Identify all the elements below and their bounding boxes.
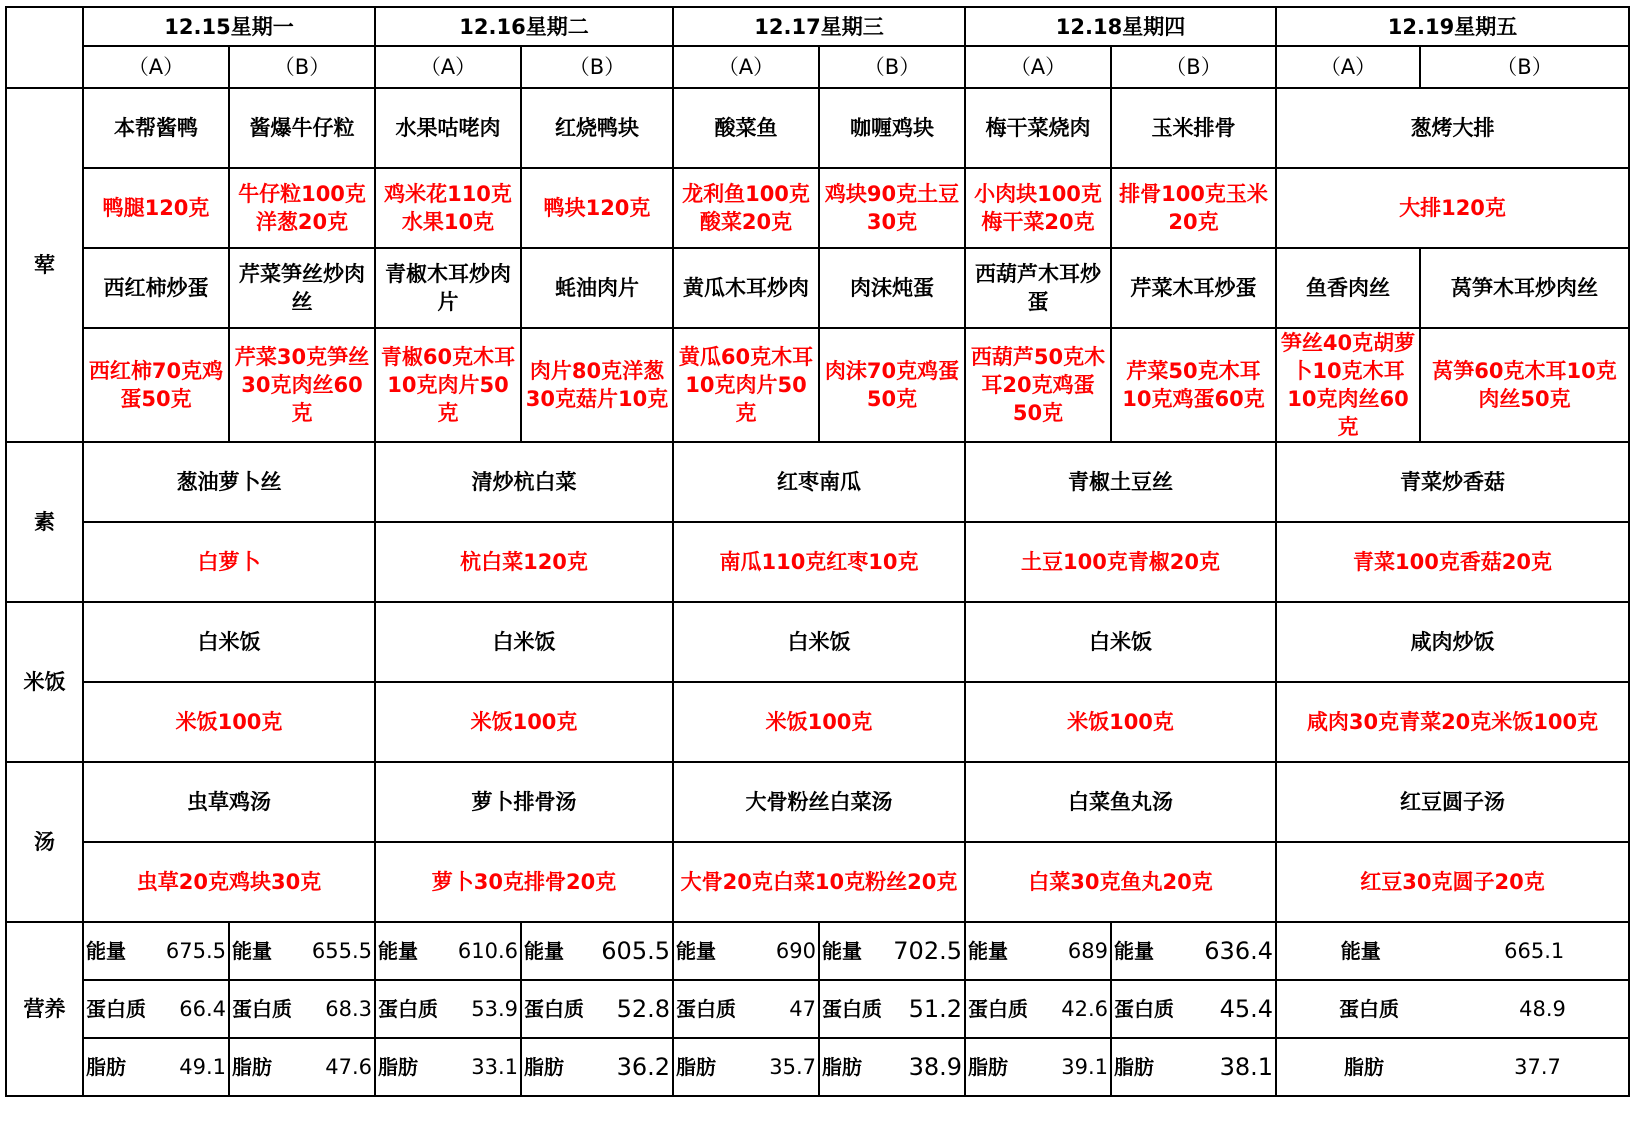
ingredient-cell: 鸡米花110克水果10克: [375, 168, 521, 248]
nutrition-value: 68.3: [325, 997, 372, 1021]
nutrition-cell: [375, 1038, 521, 1096]
nutrition-cell: [521, 922, 673, 980]
ingredient-cell: 芹菜50克木耳10克鸡蛋60克: [1111, 328, 1276, 442]
ingredient-cell: 米饭100克: [83, 682, 375, 762]
ingredient-cell: 白菜30克鱼丸20克: [965, 842, 1276, 922]
dish-cell: 西葫芦木耳炒蛋: [965, 248, 1111, 328]
ingredient-cell: 笋丝40克胡萝卜10克木耳10克肉丝60克: [1276, 328, 1420, 442]
nutrition-cell: [819, 980, 965, 1038]
nutrition-cell: [83, 980, 229, 1038]
nutrition-value: 47.6: [325, 1055, 372, 1079]
nutrition-value: 605.5: [601, 937, 670, 965]
nutrition-label: 能量: [524, 939, 564, 963]
nutrition-value: 689: [1067, 939, 1108, 963]
nutrition-value: 45.4: [1219, 995, 1273, 1023]
table-row: [6, 442, 1629, 522]
nutrition-label: 脂肪: [524, 1055, 564, 1079]
nutrition-cell: [819, 1038, 965, 1096]
dish-cell: 红枣南瓜: [673, 442, 965, 522]
nutrition-label: 能量: [1114, 939, 1154, 963]
table-row: [6, 762, 1629, 842]
dish-cell: 白米饭: [673, 602, 965, 682]
nutrition-label: 蛋白质: [524, 997, 584, 1021]
dish-cell: 西红柿炒蛋: [83, 248, 229, 328]
dish-cell: 肉沫炖蛋: [819, 248, 965, 328]
day-header: 12.18星期四: [965, 7, 1276, 46]
ingredient-cell: 大排120克: [1276, 168, 1629, 248]
dish-cell: 白米饭: [965, 602, 1276, 682]
nutrition-value: 675.5: [165, 939, 226, 963]
option-b-header: （B）: [819, 46, 965, 88]
nutrition-cell: [83, 1038, 229, 1096]
ingredient-cell: 大骨20克白菜10克粉丝20克: [673, 842, 965, 922]
dish-cell: 玉米排骨: [1111, 88, 1276, 168]
ingredient-cell: 青椒60克木耳10克肉片50克: [375, 328, 521, 442]
dish-cell: 芹菜木耳炒蛋: [1111, 248, 1276, 328]
nutrition-label: 能量: [378, 939, 418, 963]
table-row: [6, 328, 1629, 442]
nutrition-value: 665.1: [1504, 939, 1565, 963]
nutrition-value: 38.9: [908, 1053, 962, 1081]
dish-cell: 红豆圆子汤: [1276, 762, 1629, 842]
nutrition-cell: [229, 922, 375, 980]
nutrition-value: 37.7: [1514, 1055, 1561, 1079]
nutrition-row: [6, 922, 1629, 980]
dish-cell: 咖喱鸡块: [819, 88, 965, 168]
ingredient-cell: 排骨100克玉米20克: [1111, 168, 1276, 248]
nutrition-value: 655.5: [311, 939, 372, 963]
category-veg: 素: [6, 442, 83, 602]
dish-cell: 青椒土豆丝: [965, 442, 1276, 522]
ingredient-cell: 萝卜30克排骨20克: [375, 842, 673, 922]
option-a-header: （A）: [375, 46, 521, 88]
nutrition-label: 能量: [1340, 939, 1381, 963]
dish-cell: 白米饭: [375, 602, 673, 682]
ingredient-cell: 青菜100克香菇20克: [1276, 522, 1629, 602]
nutrition-label: 能量: [232, 939, 272, 963]
nutrition-value: 53.9: [471, 997, 518, 1021]
dish-cell: 黄瓜木耳炒肉: [673, 248, 819, 328]
category-soup: 汤: [6, 762, 83, 922]
nutrition-value: 51.2: [908, 995, 962, 1023]
category-nutrition: 营养: [6, 922, 83, 1096]
dish-cell: 本帮酱鸭: [83, 88, 229, 168]
dish-cell: 红烧鸭块: [521, 88, 673, 168]
nutrition-cell: [965, 922, 1111, 980]
dish-cell: 蚝油肉片: [521, 248, 673, 328]
ingredient-cell: 肉沫70克鸡蛋50克: [819, 328, 965, 442]
menu-table: [5, 6, 1630, 1097]
nutrition-row: [6, 980, 1629, 1038]
table-row: [6, 88, 1629, 168]
day-header: 12.15星期一: [83, 7, 375, 46]
nutrition-value: 702.5: [893, 937, 962, 965]
option-a-header: （A）: [1276, 46, 1420, 88]
nutrition-label: 蛋白质: [232, 997, 292, 1021]
nutrition-row: [6, 1038, 1629, 1096]
dish-cell: 水果咕咾肉: [375, 88, 521, 168]
day-header: 12.17星期三: [673, 7, 965, 46]
nutrition-value: 35.7: [769, 1055, 816, 1079]
nutrition-value: 36.2: [616, 1053, 670, 1081]
nutrition-cell: [965, 1038, 1111, 1096]
nutrition-cell: [1111, 1038, 1276, 1096]
table-row: [6, 602, 1629, 682]
option-b-header: （B）: [521, 46, 673, 88]
dish-cell: 莴笋木耳炒肉丝: [1420, 248, 1629, 328]
nutrition-cell: [1276, 1038, 1629, 1096]
dish-cell: 白菜鱼丸汤: [965, 762, 1276, 842]
nutrition-value: 52.8: [616, 995, 670, 1023]
nutrition-cell: [965, 980, 1111, 1038]
ingredient-cell: 杭白菜120克: [375, 522, 673, 602]
ingredient-cell: 白萝卜: [83, 522, 375, 602]
nutrition-label: 脂肪: [378, 1055, 418, 1079]
table-row: [6, 682, 1629, 762]
nutrition-label: 脂肪: [822, 1055, 862, 1079]
option-header-row: [6, 46, 1629, 88]
nutrition-label: 脂肪: [676, 1055, 716, 1079]
ingredient-cell: 西红柿70克鸡蛋50克: [83, 328, 229, 442]
nutrition-value: 38.1: [1219, 1053, 1273, 1081]
dish-cell: 青椒木耳炒肉片: [375, 248, 521, 328]
nutrition-cell: [1276, 980, 1629, 1038]
corner-cell: [6, 7, 83, 88]
ingredient-cell: 牛仔粒100克洋葱20克: [229, 168, 375, 248]
option-b-header: （B）: [1420, 46, 1629, 88]
option-b-header: （B）: [229, 46, 375, 88]
nutrition-value: 66.4: [179, 997, 226, 1021]
ingredient-cell: 米饭100克: [673, 682, 965, 762]
nutrition-label: 脂肪: [968, 1055, 1008, 1079]
nutrition-label: 蛋白质: [1114, 997, 1174, 1021]
nutrition-cell: [1111, 980, 1276, 1038]
ingredient-cell: 肉片80克洋葱30克菇片10克: [521, 328, 673, 442]
nutrition-label: 脂肪: [86, 1055, 126, 1079]
nutrition-value: 636.4: [1204, 937, 1273, 965]
dish-cell: 清炒杭白菜: [375, 442, 673, 522]
nutrition-value: 33.1: [471, 1055, 518, 1079]
dish-cell: 大骨粉丝白菜汤: [673, 762, 965, 842]
dish-cell: 芹菜笋丝炒肉丝: [229, 248, 375, 328]
ingredient-cell: 西葫芦50克木耳20克鸡蛋50克: [965, 328, 1111, 442]
nutrition-cell: [375, 980, 521, 1038]
nutrition-cell: [229, 1038, 375, 1096]
nutrition-cell: [83, 922, 229, 980]
dish-cell: 酱爆牛仔粒: [229, 88, 375, 168]
nutrition-label: 能量: [968, 939, 1008, 963]
ingredient-cell: 南瓜110克红枣10克: [673, 522, 965, 602]
dish-cell: 虫草鸡汤: [83, 762, 375, 842]
day-header: 12.16星期二: [375, 7, 673, 46]
nutrition-cell: [521, 980, 673, 1038]
ingredient-cell: 鸭块120克: [521, 168, 673, 248]
day-header-row: [6, 7, 1629, 46]
ingredient-cell: 芹菜30克笋丝30克肉丝60克: [229, 328, 375, 442]
nutrition-label: 脂肪: [1114, 1055, 1154, 1079]
ingredient-cell: 虫草20克鸡块30克: [83, 842, 375, 922]
nutrition-cell: [673, 922, 819, 980]
option-a-header: （A）: [965, 46, 1111, 88]
nutrition-value: 42.6: [1061, 997, 1108, 1021]
nutrition-cell: [673, 980, 819, 1038]
dish-cell: 萝卜排骨汤: [375, 762, 673, 842]
category-meat: 荤: [6, 88, 83, 442]
nutrition-value: 48.9: [1519, 997, 1566, 1021]
nutrition-label: 蛋白质: [86, 997, 146, 1021]
nutrition-label: 能量: [86, 939, 126, 963]
ingredient-cell: 鸡块90克土豆30克: [819, 168, 965, 248]
table-row: [6, 168, 1629, 248]
dish-cell: 葱烤大排: [1276, 88, 1629, 168]
option-a-header: （A）: [83, 46, 229, 88]
nutrition-cell: [229, 980, 375, 1038]
nutrition-value: 49.1: [179, 1055, 226, 1079]
dish-cell: 梅干菜烧肉: [965, 88, 1111, 168]
dish-cell: 白米饭: [83, 602, 375, 682]
nutrition-cell: [1111, 922, 1276, 980]
ingredient-cell: 米饭100克: [965, 682, 1276, 762]
nutrition-label: 蛋白质: [822, 997, 882, 1021]
ingredient-cell: 鸭腿120克: [83, 168, 229, 248]
dish-cell: 鱼香肉丝: [1276, 248, 1420, 328]
nutrition-label: 脂肪: [232, 1055, 272, 1079]
dish-cell: 葱油萝卜丝: [83, 442, 375, 522]
nutrition-label: 能量: [676, 939, 716, 963]
nutrition-cell: [819, 922, 965, 980]
ingredient-cell: 莴笋60克木耳10克肉丝50克: [1420, 328, 1629, 442]
dish-cell: 酸菜鱼: [673, 88, 819, 168]
nutrition-value: 39.1: [1061, 1055, 1108, 1079]
ingredient-cell: 龙利鱼100克酸菜20克: [673, 168, 819, 248]
nutrition-value: 610.6: [457, 939, 518, 963]
nutrition-cell: [673, 1038, 819, 1096]
option-b-header: （B）: [1111, 46, 1276, 88]
ingredient-cell: 咸肉30克青菜20克米饭100克: [1276, 682, 1629, 762]
nutrition-value: 47: [789, 997, 816, 1021]
ingredient-cell: 小肉块100克梅干菜20克: [965, 168, 1111, 248]
dish-cell: 青菜炒香菇: [1276, 442, 1629, 522]
nutrition-label: 蛋白质: [378, 997, 438, 1021]
nutrition-label: 脂肪: [1344, 1055, 1385, 1079]
nutrition-cell: [375, 922, 521, 980]
table-row: [6, 522, 1629, 602]
option-a-header: （A）: [673, 46, 819, 88]
ingredient-cell: 土豆100克青椒20克: [965, 522, 1276, 602]
ingredient-cell: 米饭100克: [375, 682, 673, 762]
nutrition-label: 蛋白质: [676, 997, 736, 1021]
nutrition-value: 690: [775, 939, 816, 963]
nutrition-cell: [521, 1038, 673, 1096]
ingredient-cell: 黄瓜60克木耳10克肉片50克: [673, 328, 819, 442]
category-rice: 米饭: [6, 602, 83, 762]
nutrition-label: 蛋白质: [1339, 997, 1400, 1021]
nutrition-label: 能量: [822, 939, 862, 963]
day-header: 12.19星期五: [1276, 7, 1629, 46]
ingredient-cell: 红豆30克圆子20克: [1276, 842, 1629, 922]
table-row: [6, 248, 1629, 328]
nutrition-label: 蛋白质: [968, 997, 1028, 1021]
nutrition-cell: [1276, 922, 1629, 980]
table-row: [6, 842, 1629, 922]
dish-cell: 咸肉炒饭: [1276, 602, 1629, 682]
